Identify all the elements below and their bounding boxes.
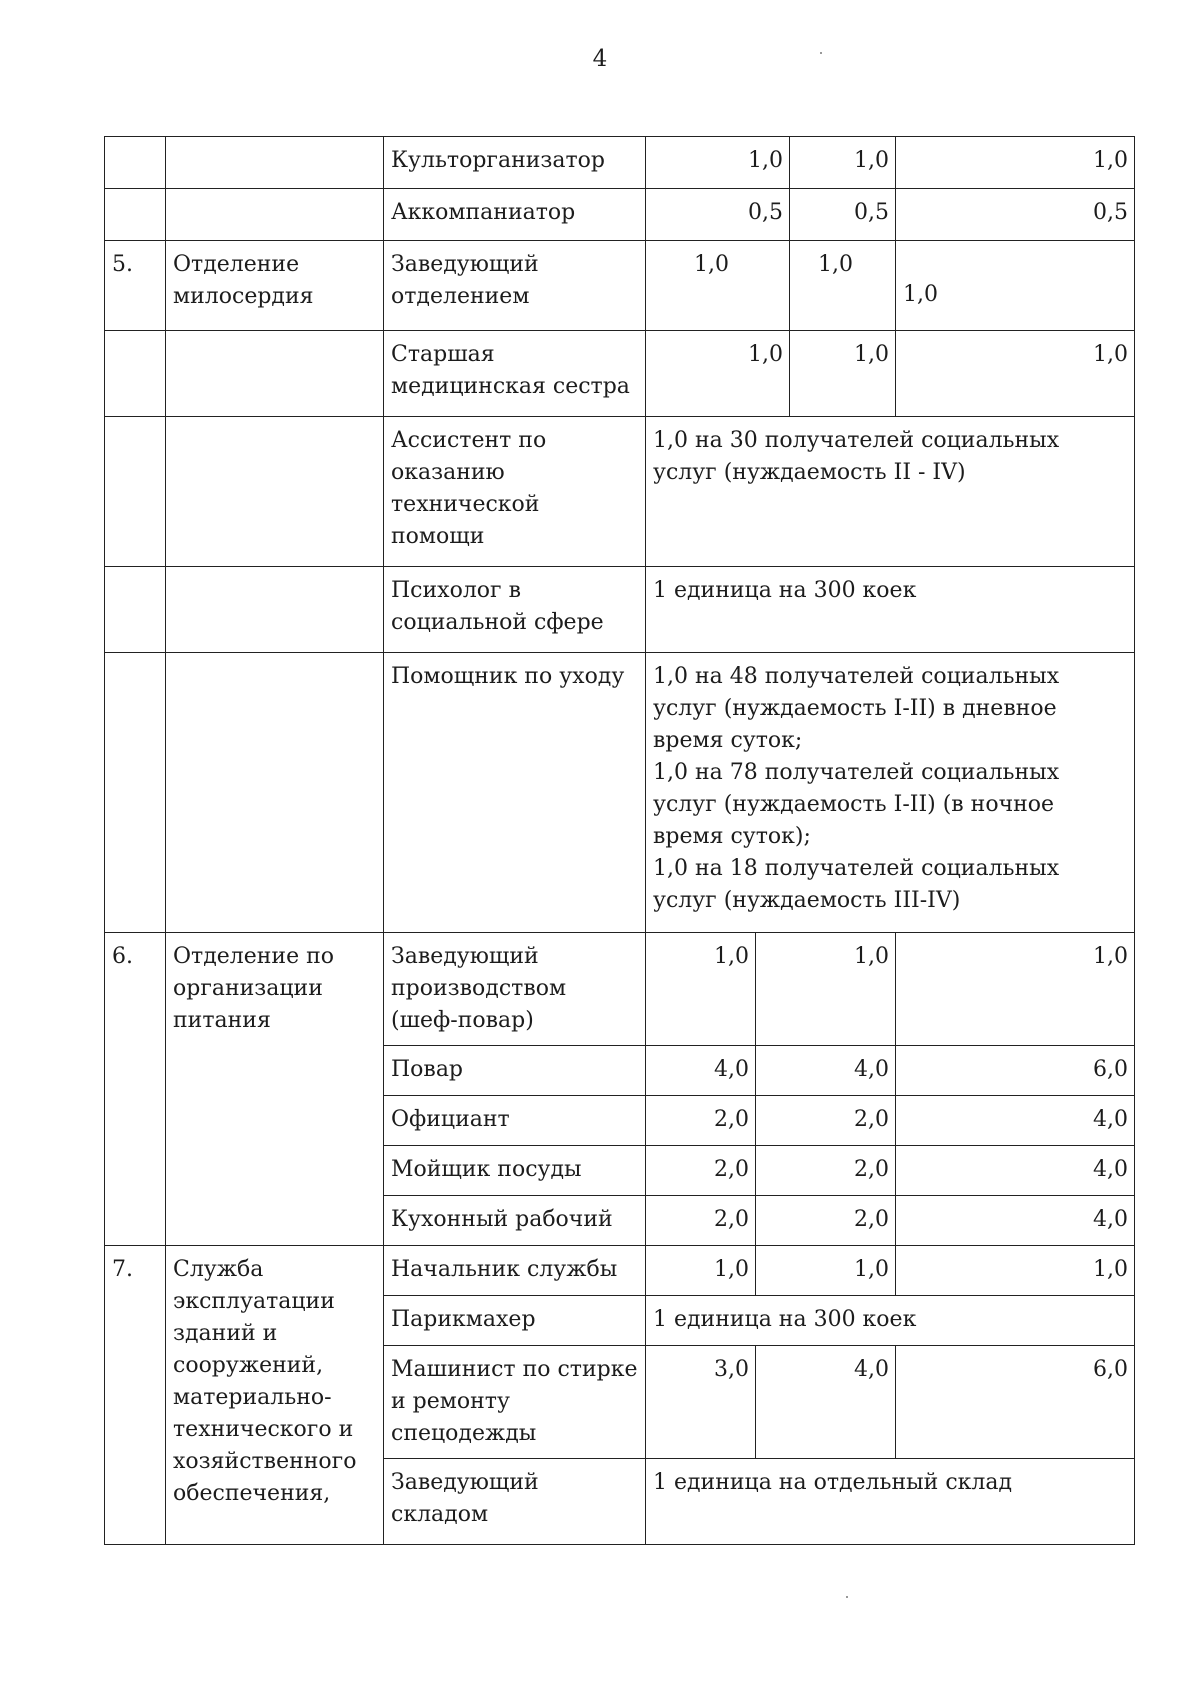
value-cell-2: 1,0 (756, 933, 896, 1046)
value-cell-1: 2,0 (646, 1146, 756, 1196)
department-cell: Отделение по организации питания (166, 933, 384, 1246)
position-cell: Культорганизатор (384, 137, 646, 189)
table-row (105, 567, 1135, 653)
position-cell: Начальник службы (384, 1246, 646, 1296)
value-cell-1: 2,0 (646, 1096, 756, 1146)
table-row (105, 331, 1135, 417)
position-cell: Машинист по стирке и ремонту спецодежды (384, 1346, 646, 1459)
table-row (105, 189, 1135, 241)
value-cell-3: 4,0 (896, 1096, 1135, 1146)
value-cell-3: 6,0 (896, 1346, 1135, 1459)
position-cell: Заведующий складом (384, 1459, 646, 1545)
table-row (105, 241, 1135, 331)
norm-cell: 1 единица на 300 коек (646, 567, 1135, 653)
row-number-cell (105, 331, 166, 417)
scan-speck (846, 1596, 848, 1598)
position-cell: Официант (384, 1096, 646, 1146)
position-cell: Старшая медицинская сестра (384, 331, 646, 417)
value-cell-2: 2,0 (756, 1196, 896, 1246)
row-number-cell (105, 137, 166, 189)
value-cell-1: 3,0 (646, 1346, 756, 1459)
position-cell: Мойщик посуды (384, 1146, 646, 1196)
value-cell-3: 4,0 (896, 1196, 1135, 1246)
position-cell: Помощник по уходу (384, 653, 646, 933)
value-cell-3: 4,0 (896, 1146, 1135, 1196)
department-cell (166, 137, 384, 189)
value-cell-1: 2,0 (646, 1196, 756, 1246)
staffing-table (104, 136, 1135, 1545)
value-cell-1: 1,0 (646, 1246, 756, 1296)
norm-cell: 1,0 на 30 получателей социальных услуг (нуждаемость II - IV) (646, 417, 1135, 567)
value-cell-2: 4,0 (756, 1346, 896, 1459)
row-number-cell (105, 653, 166, 933)
value-cell-2: 1,0 (790, 241, 896, 331)
value-cell-2: 1,0 (790, 331, 896, 417)
scan-speck (820, 52, 822, 54)
value-cell-1: 0,5 (646, 189, 790, 241)
department-cell (166, 417, 384, 567)
position-cell: Заведующий производством (шеф-повар) (384, 933, 646, 1046)
position-cell: Ассистент по оказанию технической помощи (384, 417, 646, 567)
value-cell-3: 1,0 (896, 933, 1135, 1046)
department-cell: Отделение милосердия (166, 241, 384, 331)
norm-line: 1,0 на 78 получателей социальных услуг (нуждаемость I-II) (в ночное время суток); (653, 760, 1060, 849)
row-number-cell (105, 189, 166, 241)
department-cell (166, 189, 384, 241)
position-cell: Заведующий отделением (384, 241, 646, 331)
position-cell: Парикмахер (384, 1296, 646, 1346)
department-cell: Служба эксплуатации зданий и сооружений, материально-технического и хозяйственного обеспечения, (166, 1246, 384, 1545)
row-number-cell (105, 417, 166, 567)
row-number-cell: 7. (105, 1246, 166, 1545)
norm-cell: 1 единица на отдельный склад (646, 1459, 1135, 1545)
value-cell-1: 1,0 (646, 137, 790, 189)
department-cell (166, 331, 384, 417)
table-row (105, 653, 1135, 933)
norm-line: 1,0 на 18 получателей социальных услуг (нуждаемость III-IV) (653, 856, 1060, 913)
department-cell (166, 567, 384, 653)
value-cell-3: 6,0 (896, 1046, 1135, 1096)
table-row (105, 1246, 1135, 1296)
position-cell: Кухонный рабочий (384, 1196, 646, 1246)
position-cell: Психолог в социальной сфере (384, 567, 646, 653)
value-cell-1: 1,0 (646, 331, 790, 417)
value-cell-2: 4,0 (756, 1046, 896, 1096)
value-cell-2: 0,5 (790, 189, 896, 241)
table-row (105, 417, 1135, 567)
row-number-cell (105, 567, 166, 653)
value-cell-3: 1,0 (896, 137, 1135, 189)
value-cell-3: 0,5 (896, 189, 1135, 241)
value-cell-1: 1,0 (646, 933, 756, 1046)
value-cell-2: 2,0 (756, 1146, 896, 1196)
value-cell-2: 1,0 (790, 137, 896, 189)
position-cell: Аккомпаниатор (384, 189, 646, 241)
norm-cell (646, 653, 1135, 933)
value-cell-1: 4,0 (646, 1046, 756, 1096)
norm-line: 1,0 на 48 получателей социальных услуг (нуждаемость I-II) в дневное время суток; (653, 664, 1060, 753)
value-cell-2: 2,0 (756, 1096, 896, 1146)
table-row (105, 137, 1135, 189)
value-cell-3: 1,0 (896, 1246, 1135, 1296)
norm-cell: 1 единица на 300 коек (646, 1296, 1135, 1346)
value-cell-3: 1,0 (896, 241, 1135, 331)
table-row (105, 933, 1135, 1046)
position-cell: Повар (384, 1046, 646, 1096)
page-number: 4 (592, 46, 608, 72)
row-number-cell: 5. (105, 241, 166, 331)
row-number-cell: 6. (105, 933, 166, 1246)
value-cell-3: 1,0 (896, 331, 1135, 417)
value-cell-1: 1,0 (646, 241, 790, 331)
department-cell (166, 653, 384, 933)
value-cell-2: 1,0 (756, 1246, 896, 1296)
